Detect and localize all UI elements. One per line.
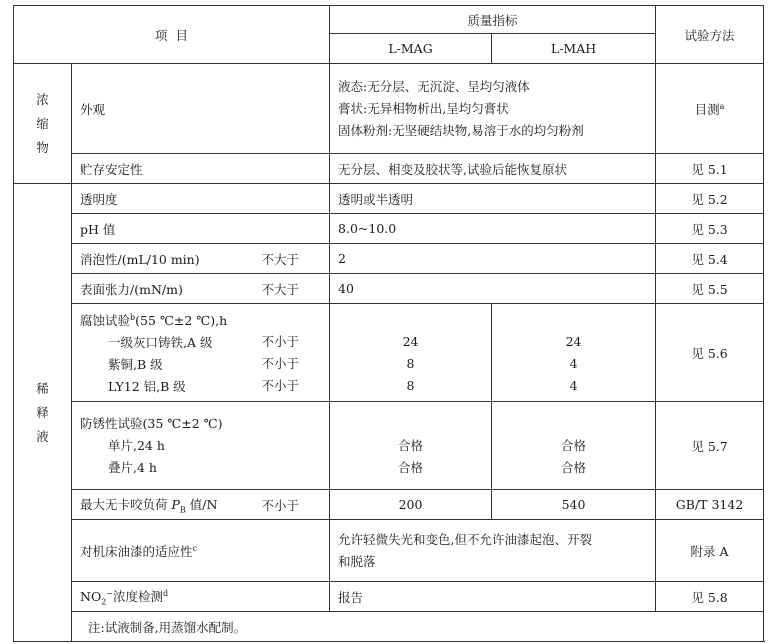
load-symbol: P bbox=[171, 496, 180, 512]
corrosion-title bbox=[80, 307, 254, 332]
header-quality: 质量指标 bbox=[330, 6, 656, 34]
header-row-1 bbox=[14, 6, 764, 34]
header-grade-mag: L-MAG bbox=[330, 34, 492, 64]
row-storage bbox=[14, 154, 764, 184]
rust-mah bbox=[492, 402, 656, 490]
corrosion-metal: 一级灰口铸铁,A 级 bbox=[108, 335, 213, 351]
group-char: 液 bbox=[36, 428, 49, 444]
corrosion-names bbox=[72, 304, 262, 402]
spec-line: 允许轻微失光和变色,但不允许油漆起泡、开裂 bbox=[338, 531, 593, 547]
spec-line: 固体粉剂:无坚硬结块物,易溶于水的均匀粉剂 bbox=[338, 122, 584, 138]
footnote-mark: d bbox=[163, 588, 169, 598]
row-paint bbox=[14, 520, 764, 582]
corrosion-method: 见 5.6 bbox=[656, 304, 764, 402]
load-name bbox=[72, 490, 262, 520]
rust-piece: 单片,24 h bbox=[108, 437, 165, 453]
load-mah: 540 bbox=[492, 490, 656, 520]
corrosion-title-text: 腐蚀试验 bbox=[80, 313, 131, 329]
specification-table bbox=[13, 5, 764, 642]
nitrite-spec: 报告 bbox=[330, 582, 656, 612]
load-name-pre: 最大无卡咬负荷 bbox=[80, 496, 172, 512]
paint-method: 附录 A bbox=[656, 520, 764, 582]
tension-name: 表面张力/(mN/m) bbox=[72, 274, 262, 304]
paint-name-text: 对机床油漆的适应性 bbox=[80, 543, 193, 559]
rust-value: 合格 bbox=[561, 459, 587, 475]
nitrite-method: 见 5.8 bbox=[656, 582, 764, 612]
tension-method: 见 5.5 bbox=[656, 274, 764, 304]
row-defoam bbox=[14, 244, 764, 274]
tension-limit: 不大于 bbox=[262, 274, 330, 304]
ph-name: pH 值 bbox=[72, 214, 330, 244]
rust-mag bbox=[330, 402, 492, 490]
defoam-method: 见 5.4 bbox=[656, 244, 764, 274]
header-grade-mah: L-MAH bbox=[492, 34, 656, 64]
transparency-spec: 透明或半透明 bbox=[330, 184, 656, 214]
load-method: GB/T 3142 bbox=[656, 490, 764, 520]
defoam-limit: 不大于 bbox=[262, 244, 330, 274]
appearance-spec bbox=[330, 64, 656, 154]
nitrite-pre: NO bbox=[80, 588, 102, 604]
row-appearance bbox=[14, 64, 764, 154]
defoam-name: 消泡性/(mL/10 min) bbox=[72, 244, 262, 274]
tension-spec: 40 bbox=[330, 274, 656, 304]
corrosion-value: 4 bbox=[569, 355, 578, 371]
rust-method: 见 5.7 bbox=[656, 402, 764, 490]
group-char: 稀 bbox=[36, 380, 49, 396]
corrosion-limit: 不小于 bbox=[261, 355, 300, 371]
ph-spec: 8.0~10.0 bbox=[330, 214, 656, 244]
load-subscript: B bbox=[179, 505, 186, 515]
appearance-method bbox=[656, 64, 764, 154]
corrosion-condition: (55 ℃±2 ℃),h bbox=[135, 313, 228, 329]
row-transparency bbox=[14, 184, 764, 214]
corrosion-metal: LY12 铝,B 级 bbox=[108, 379, 186, 395]
transparency-name: 透明度 bbox=[72, 184, 330, 214]
load-name-post: 值/N bbox=[185, 496, 218, 512]
corrosion-limit: 不小于 bbox=[261, 377, 300, 393]
rust-title: 防锈性试验(35 ℃±2 ℃) bbox=[80, 415, 223, 431]
rust-piece: 叠片,4 h bbox=[108, 459, 157, 475]
row-nitrite bbox=[14, 582, 764, 612]
header-item-text: 项 目 bbox=[155, 27, 188, 43]
corrosion-value: 24 bbox=[565, 333, 582, 349]
group-char: 浓 bbox=[36, 91, 49, 107]
corrosion-value: 8 bbox=[406, 355, 415, 371]
storage-name: 贮存安定性 bbox=[72, 154, 330, 184]
corrosion-metal: 紫铜,B 级 bbox=[108, 357, 163, 373]
nitrite-sup: − bbox=[106, 588, 113, 598]
nitrite-name bbox=[72, 582, 330, 612]
row-tension bbox=[14, 274, 764, 304]
group-dilute bbox=[14, 184, 72, 642]
rust-value: 合格 bbox=[398, 459, 424, 475]
defoam-spec: 2 bbox=[330, 244, 656, 274]
group-char: 物 bbox=[36, 139, 49, 155]
rust-value: 合格 bbox=[561, 437, 587, 453]
corrosion-value: 4 bbox=[569, 377, 578, 393]
ph-method: 见 5.3 bbox=[656, 214, 764, 244]
paint-name bbox=[72, 520, 330, 582]
storage-spec: 无分层、相变及胶状等,试验后能恢复原状 bbox=[330, 154, 656, 184]
header-method: 试验方法 bbox=[656, 6, 764, 64]
row-note bbox=[14, 612, 764, 642]
method-text: 目测 bbox=[694, 101, 720, 117]
footnote-mark: a bbox=[719, 101, 725, 111]
footnote-mark: b bbox=[130, 312, 136, 322]
header-item bbox=[14, 6, 330, 64]
table-note: 注:试液制备,用蒸馏水配制。 bbox=[72, 612, 764, 642]
load-mag: 200 bbox=[330, 490, 492, 520]
row-corrosion bbox=[14, 304, 764, 402]
group-char: 释 bbox=[36, 404, 49, 420]
corrosion-mag bbox=[330, 304, 492, 402]
nitrite-sub: 2 bbox=[101, 597, 107, 607]
corrosion-limit: 不小于 bbox=[261, 333, 300, 349]
spec-line: 膏状:无异相物析出,呈均匀膏状 bbox=[338, 100, 509, 116]
appearance-name: 外观 bbox=[72, 64, 330, 154]
corrosion-mah bbox=[492, 304, 656, 402]
corrosion-value: 24 bbox=[402, 333, 419, 349]
load-limit: 不小于 bbox=[262, 490, 330, 520]
corrosion-limits bbox=[262, 304, 330, 402]
row-load bbox=[14, 490, 764, 520]
spec-line: 和脱落 bbox=[338, 553, 376, 569]
row-rust bbox=[14, 402, 764, 490]
group-concentrate bbox=[14, 64, 72, 184]
footnote-mark: c bbox=[192, 543, 197, 553]
rust-value: 合格 bbox=[398, 437, 424, 453]
paint-spec bbox=[330, 520, 656, 582]
corrosion-value: 8 bbox=[406, 377, 415, 393]
group-char: 缩 bbox=[36, 115, 49, 131]
storage-method: 见 5.1 bbox=[656, 154, 764, 184]
rust-names bbox=[72, 402, 330, 490]
nitrite-post: 浓度检测 bbox=[112, 588, 163, 604]
row-ph bbox=[14, 214, 764, 244]
transparency-method: 见 5.2 bbox=[656, 184, 764, 214]
spec-line: 液态:无分层、无沉淀、呈均匀液体 bbox=[338, 78, 530, 94]
